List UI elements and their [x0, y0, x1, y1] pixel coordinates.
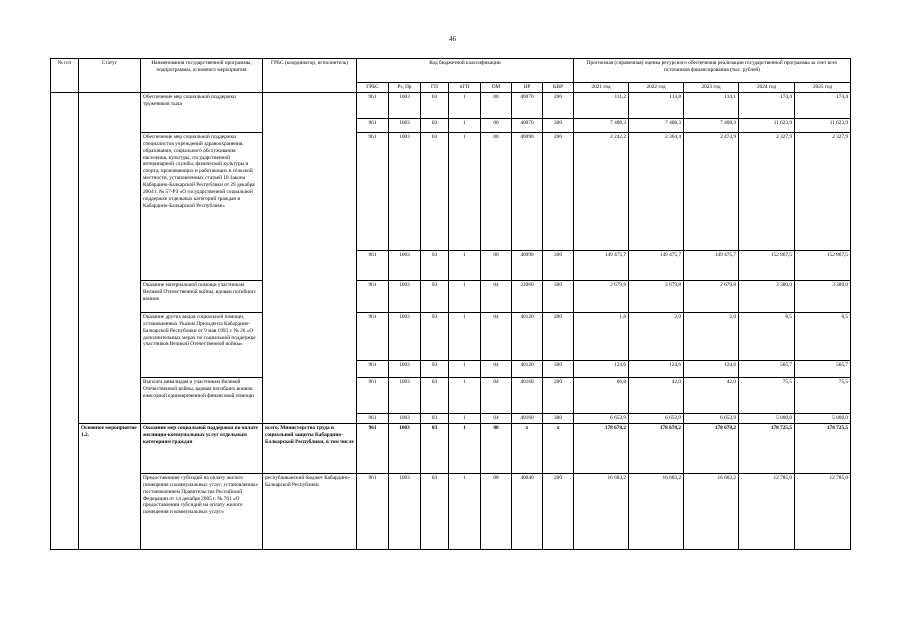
code-om: 00	[481, 132, 512, 250]
table-row	[51, 92, 851, 118]
code-nr: 40120	[512, 360, 543, 377]
code-gp: 03	[421, 473, 449, 549]
code-grbs: 961	[357, 360, 389, 377]
code-om: 04	[481, 360, 512, 377]
code-kvr: 200	[543, 377, 574, 413]
code-gp: 03	[421, 377, 449, 413]
value-2024: 565,7	[739, 360, 795, 377]
value-2023: 42,0	[684, 377, 739, 413]
code-nr: 40070	[512, 118, 543, 132]
value-2021: 16 603,2	[574, 473, 629, 549]
value-2024: 178 725,5	[739, 423, 795, 473]
value-2025: 11 623,9	[795, 118, 851, 132]
code-gp: 03	[421, 92, 449, 118]
code-om: 00	[481, 118, 512, 132]
grbs-cell	[263, 92, 357, 423]
value-2024: 8,5	[739, 312, 795, 360]
code-rz-pr: 1003	[389, 118, 421, 132]
value-2023: 2 474,9	[684, 132, 739, 250]
value-2022: 178 678,2	[629, 423, 684, 473]
value-2022: 2 679,8	[629, 280, 684, 312]
code-gp: 03	[421, 250, 449, 280]
code-rz-pr: 1003	[389, 132, 421, 250]
code-rz-pr: 1003	[389, 423, 421, 473]
value-2024: 5 000,0	[739, 413, 795, 423]
code-pgp: 1	[449, 132, 481, 250]
table-row	[51, 473, 851, 549]
code-nr: 40090	[512, 132, 543, 250]
code-grbs: 961	[357, 473, 389, 549]
subheader-rz-pr: Рз, Пр	[389, 83, 421, 93]
header-name: Наименования государственной программы, подпрограммы, основного мероприятия	[141, 59, 263, 93]
value-2022: 113,8	[629, 92, 684, 118]
value-2021: 2 242,2	[574, 132, 629, 250]
code-kvr: 300	[543, 413, 574, 423]
item-name: Оказание материальной помощи участникам Великой Отечественной войны, вдовам погибших воинов	[141, 280, 263, 312]
code-pgp: 1	[449, 413, 481, 423]
code-gp: 03	[421, 423, 449, 473]
header-num: № п/п	[51, 59, 79, 93]
table-header	[51, 59, 851, 93]
item-name: Обеспечение мер социальной поддержки специалистов учреждений здравоохранения, образования, социального обслуживания населения, культуры, государственной ветеринарной службы, физической культуры и спорта, проживающих и работающих в сельской местности, установленных статьей 10 Закона Кабардино-Балкарской Республики от 29 декабря 2004 г. № 57-РЗ «О государственной социальной поддержке отдельных категорий граждан в Кабардино-Балкарской Республике»	[141, 132, 263, 280]
value-2023: 124,6	[684, 360, 739, 377]
value-2021: 124,6	[574, 360, 629, 377]
code-rz-pr: 1003	[389, 377, 421, 413]
code-om: 04	[481, 413, 512, 423]
subheader-2023: 2023 год	[684, 83, 739, 93]
code-om: 04	[481, 280, 512, 312]
budget-table	[50, 58, 851, 550]
code-kvr: 200	[543, 473, 574, 549]
value-2022: 149 475,7	[629, 250, 684, 280]
code-kvr: 300	[543, 280, 574, 312]
header-budget-code: Код бюджетной классификации	[357, 59, 574, 83]
value-2023: 178 678,2	[684, 423, 739, 473]
code-pgp: 1	[449, 473, 481, 549]
code-pgp: 1	[449, 423, 481, 473]
subheader-kvr: КВР	[543, 83, 574, 93]
code-kvr: х	[543, 423, 574, 473]
subheader-2022: 2022 год	[629, 83, 684, 93]
value-2024: 174,4	[739, 92, 795, 118]
code-rz-pr: 1003	[389, 360, 421, 377]
code-om: 04	[481, 377, 512, 413]
code-nr: х	[512, 423, 543, 473]
code-grbs: 961	[357, 423, 389, 473]
value-2025: 565,7	[795, 360, 851, 377]
code-pgp: 1	[449, 360, 481, 377]
grbs-cell: республиканский бюджет Кабардино-Балкарской Республики	[263, 473, 357, 549]
value-2025: 75,5	[795, 377, 851, 413]
code-nr: 40090	[512, 250, 543, 280]
code-gp: 03	[421, 312, 449, 360]
subheader-grbs: ГРБС	[357, 83, 389, 93]
value-2023: 16 603,2	[684, 473, 739, 549]
code-grbs: 961	[357, 250, 389, 280]
code-pgp: 1	[449, 250, 481, 280]
value-2025: 5 000,0	[795, 413, 851, 423]
value-2024: 11 623,9	[739, 118, 795, 132]
item-name: Предоставление субсидий на оплату жилого помещения и коммунальных услуг, установленных постановлением Правительства Российской Федерации от 14 декабря 2005 г. № 761 «О предоставлении субсидий на оплату жилого помещения и коммунальных услуг»	[141, 473, 263, 549]
code-pgp: 1	[449, 118, 481, 132]
value-2024: 2 327,9	[739, 132, 795, 250]
value-2021: 6 653,9	[574, 413, 629, 423]
code-nr: 40160	[512, 377, 543, 413]
value-2022: 2 364,4	[629, 132, 684, 250]
item-name: Оказание других видов социальной помощи, установленных Указом Президента Кабардино-Балкарской Республики от 9 мая 1993 г. № 26 «О дополнительных мерах по социальной поддержке участников Великой Отечественной войны»	[141, 312, 263, 377]
code-grbs: 961	[357, 413, 389, 423]
table-row	[51, 132, 851, 250]
code-gp: 03	[421, 280, 449, 312]
value-2021: 111,2	[574, 92, 629, 118]
code-gp: 03	[421, 118, 449, 132]
code-grbs: 961	[357, 118, 389, 132]
value-2025: 12 785,0	[795, 473, 851, 549]
subheader-2021: 2021 год	[574, 83, 629, 93]
code-kvr: 200	[543, 312, 574, 360]
status-cell	[79, 92, 141, 423]
grbs-cell: всего, Министерство труда и социальной защиты Кабардино-Балкарской Республики, в том числе	[263, 423, 357, 473]
code-pgp: 1	[449, 312, 481, 360]
subheader-om: ОМ	[481, 83, 512, 93]
value-2025: 178 725,5	[795, 423, 851, 473]
value-2025: 174,4	[795, 92, 851, 118]
header-grbs: ГРБС (координатор, исполнитель)	[263, 59, 357, 93]
value-2023: 2 679,8	[684, 280, 739, 312]
value-2022: 2,0	[629, 312, 684, 360]
code-gp: 03	[421, 360, 449, 377]
code-rz-pr: 1003	[389, 312, 421, 360]
value-2021: 66,8	[574, 377, 629, 413]
value-2023: 6 653,9	[684, 413, 739, 423]
code-kvr: 200	[543, 132, 574, 250]
code-om: 00	[481, 92, 512, 118]
code-grbs: 961	[357, 377, 389, 413]
code-gp: 03	[421, 413, 449, 423]
value-2021: 7 408,3	[574, 118, 629, 132]
value-2023: 149 475,7	[684, 250, 739, 280]
header-forecast: Прогнозная (справочная) оценка ресурсного обеспечения реализации государственной программы за счет всех источников финансирования (тыс. рублей)	[574, 59, 851, 83]
code-grbs: 961	[357, 132, 389, 250]
code-om: 00	[481, 250, 512, 280]
value-2023: 2,0	[684, 312, 739, 360]
value-2021: 149 475,7	[574, 250, 629, 280]
code-nr: 40160	[512, 413, 543, 423]
value-2025: 3 300,0	[795, 280, 851, 312]
table-row	[51, 377, 851, 413]
code-pgp: 1	[449, 92, 481, 118]
subheader-2024: 2024 год	[739, 83, 795, 93]
code-rz-pr: 1003	[389, 413, 421, 423]
table-row	[51, 423, 851, 473]
code-rz-pr: 1003	[389, 280, 421, 312]
value-2025: 8,5	[795, 312, 851, 360]
value-2021: 1,8	[574, 312, 629, 360]
code-kvr: 300	[543, 360, 574, 377]
value-2024: 152 867,5	[739, 250, 795, 280]
subheader-gp: ГП	[421, 83, 449, 93]
header-status: Статус	[79, 59, 141, 93]
code-gp: 03	[421, 132, 449, 250]
code-nr: 40120	[512, 312, 543, 360]
code-nr: 40070	[512, 92, 543, 118]
subheader-pgp: пГП	[449, 83, 481, 93]
code-rz-pr: 1003	[389, 473, 421, 549]
value-2022: 42,0	[629, 377, 684, 413]
value-2025: 2 327,9	[795, 132, 851, 250]
code-grbs: 961	[357, 92, 389, 118]
value-2021: 2 679,8	[574, 280, 629, 312]
value-2022: 16 603,2	[629, 473, 684, 549]
code-kvr: 300	[543, 250, 574, 280]
value-2023: 7 408,3	[684, 118, 739, 132]
item-name: Выплата инвалидам и участникам Великой Отечественной войны, вдовам погибших воинов ежегодной единовременной финансовой помощи	[141, 377, 263, 423]
value-2024: 3 300,0	[739, 280, 795, 312]
value-2022: 7 408,3	[629, 118, 684, 132]
value-2021: 178 678,2	[574, 423, 629, 473]
code-pgp: 1	[449, 280, 481, 312]
code-rz-pr: 1003	[389, 92, 421, 118]
code-om: 04	[481, 312, 512, 360]
subheader-nr: НР	[512, 83, 543, 93]
item-name: Обеспечение мер социальной поддержки тружеников тыла	[141, 92, 263, 132]
row-number-cell	[51, 92, 79, 549]
item-name: Оказание мер социальной поддержки по оплате жилищно-коммунальных услуг отдельным категориям граждан	[141, 423, 263, 473]
code-kvr: 300	[543, 118, 574, 132]
table-row	[51, 280, 851, 312]
code-om: 08	[481, 423, 512, 473]
code-grbs: 961	[357, 312, 389, 360]
value-2024: 12 785,0	[739, 473, 795, 549]
code-pgp: 1	[449, 377, 481, 413]
code-om: 08	[481, 473, 512, 549]
table-body	[51, 92, 851, 549]
code-kvr: 200	[543, 92, 574, 118]
value-2025: 152 867,5	[795, 250, 851, 280]
code-grbs: 961	[357, 280, 389, 312]
code-nr: 40040	[512, 473, 543, 549]
value-2022: 124,6	[629, 360, 684, 377]
page-number: 46	[449, 35, 456, 43]
value-2022: 6 653,9	[629, 413, 684, 423]
code-nr: 22060	[512, 280, 543, 312]
code-rz-pr: 1003	[389, 250, 421, 280]
value-2024: 75,5	[739, 377, 795, 413]
value-2023: 114,1	[684, 92, 739, 118]
table-row	[51, 312, 851, 360]
subheader-2025: 2025 год	[795, 83, 851, 93]
status-cell: Основное мероприятие 1.2.	[79, 423, 141, 549]
